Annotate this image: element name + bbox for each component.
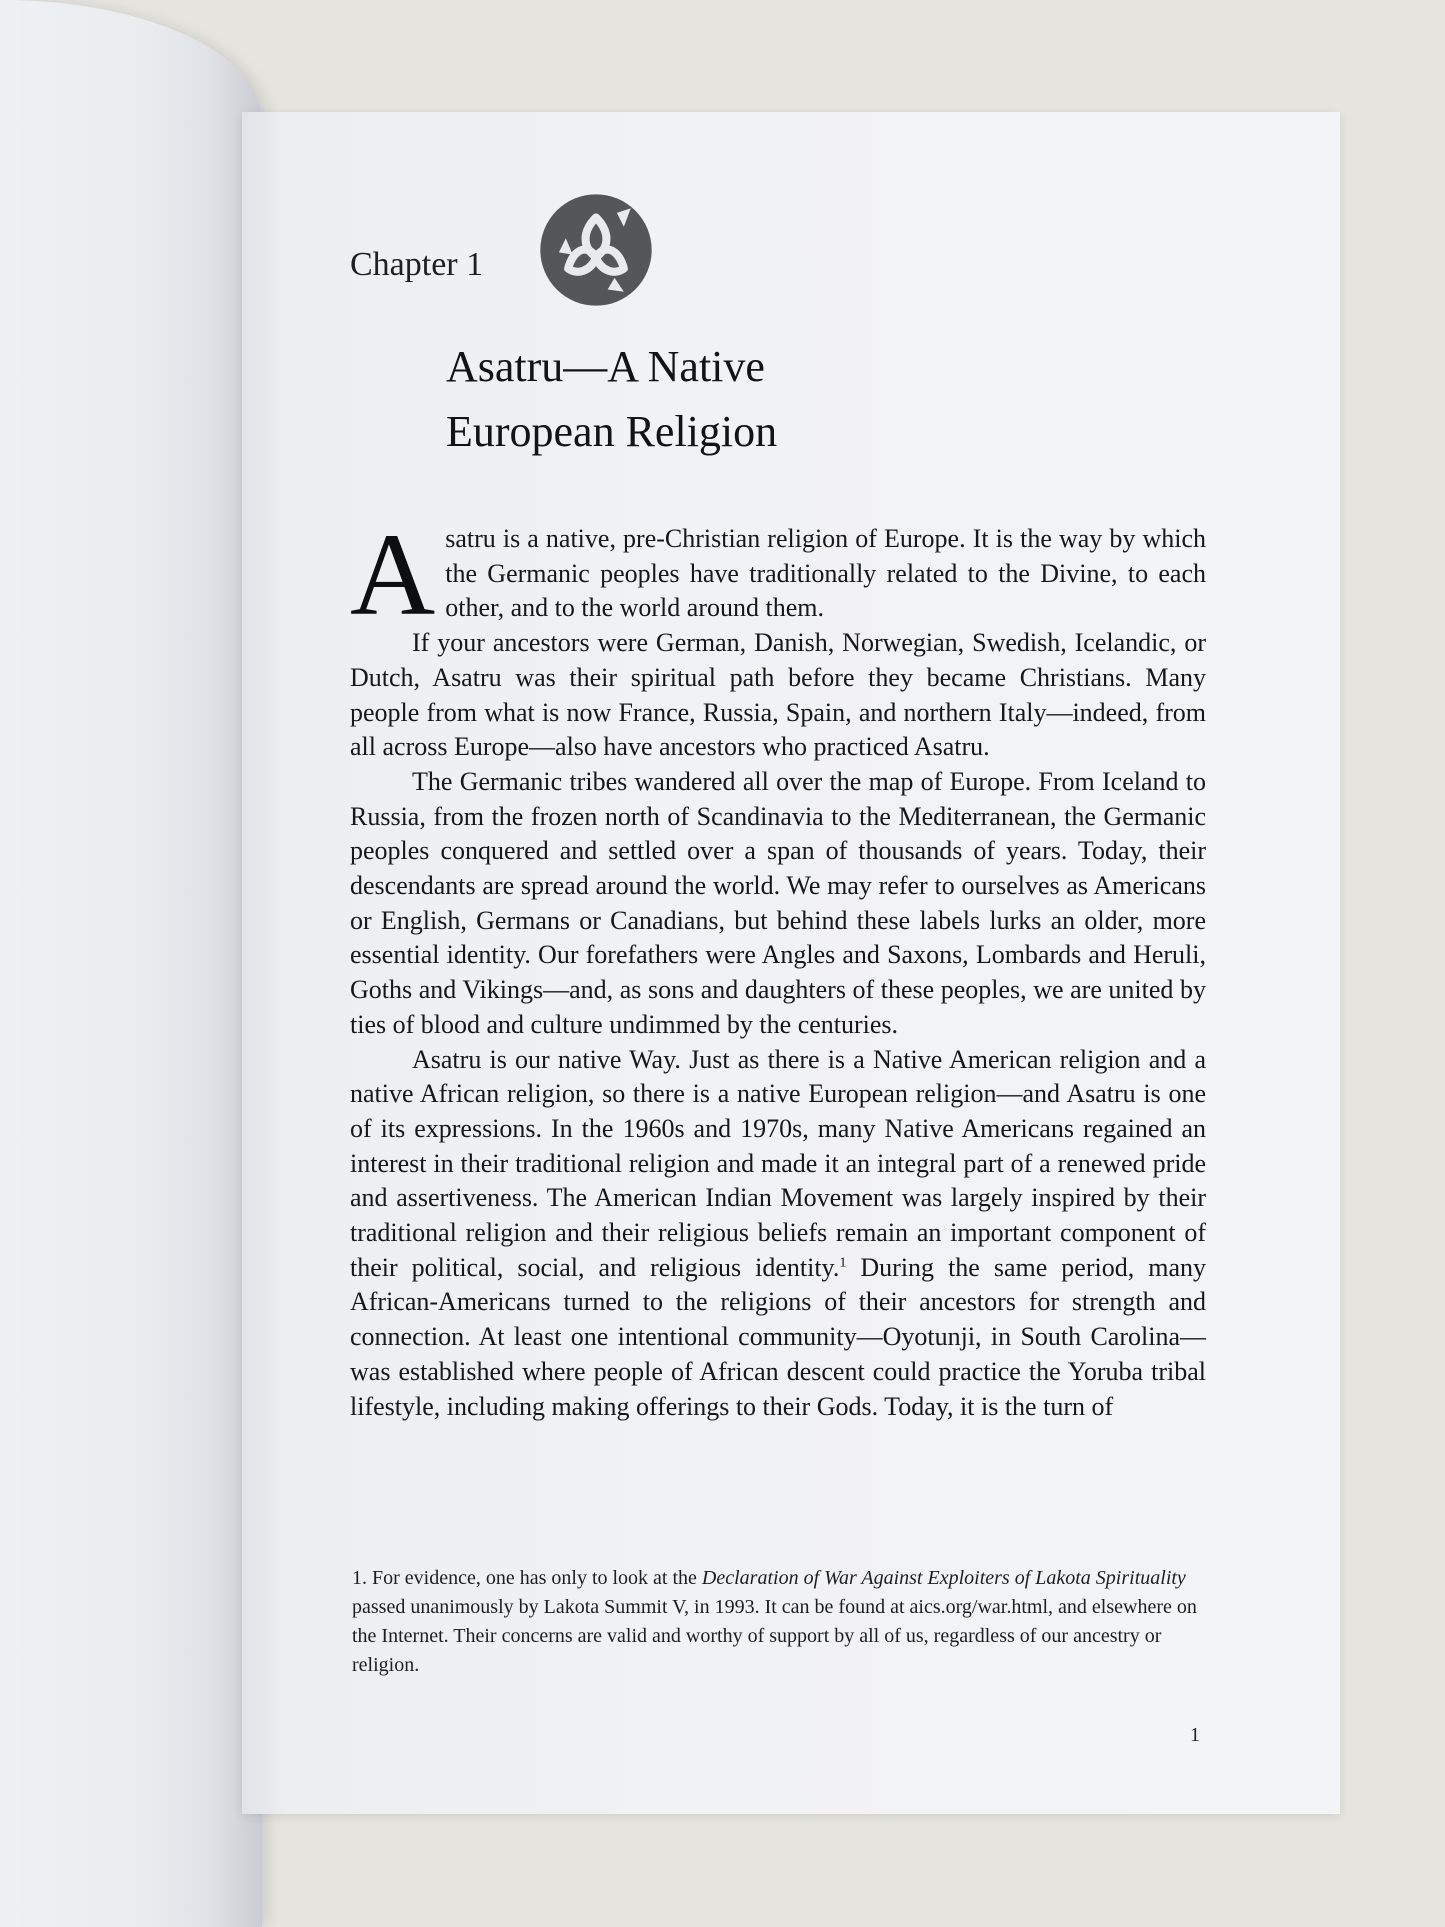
paragraph-1-text: satru is a native, pre-Christian religion of Europe. It is the way by which the Germanic peoples have traditionally related to the Divine, to each other, and to the world around them. bbox=[445, 524, 1206, 623]
paragraph-2: If your ancestors were German, Danish, Norwegian, Swedish, Icelandic, or Dutch, Asatru was their spiritual path before they became Christians. Many people from what is now France, Russia, Spain, and northern Italy—indeed, from all across Europe—also have ancestors who practiced Asatru. bbox=[350, 628, 1206, 762]
footnote bbox=[352, 1564, 1204, 1680]
chapter-title-line1: Asatru—A Native bbox=[446, 342, 765, 391]
paragraph-1 bbox=[350, 509, 1206, 640]
footnote-italic-title: Declaration of War Against Exploiters of Lakota Spirituality bbox=[701, 1567, 1186, 1589]
footnote-reference[interactable]: 1 bbox=[839, 1255, 847, 1271]
facing-page-left bbox=[0, 0, 262, 1927]
footnote-rest: passed unanimously by Lakota Summit V, in 1993. It can be found at aics.org/war.html, and elsewhere on the Internet. Their concerns are valid and worthy of support by all of us, regardless of our ancestry or religion. bbox=[352, 1596, 1197, 1676]
footnote-intro: 1. For evidence, one has only to look at the bbox=[352, 1567, 702, 1589]
paragraph-3: The Germanic tribes wandered all over the map of Europe. From Iceland to Russia, from the frozen north of Scandinavia to the Mediterranean, the Germanic peoples conquered and settled over a span of thousands of years. Today, their descendants are spread around the world. We may refer to ourselves as Americans or English, Germans or Canadians, but behind these labels lurks an older, more essential identity. Our forefathers were Angles and Saxons, Lombards and Heruli, Goths and Vikings—and, as sons and daughters of these peoples, we are united by ties of blood and culture undimmed by the centuries. bbox=[350, 766, 1206, 1039]
triquetra-icon bbox=[538, 192, 654, 308]
paragraph-4-text-a: Asatru is our native Way. Just as there is a Native American religion and a native African religion, so there is a native European religion—and Asatru is one of its expressions. In the 1960s and 1970s, many Native Americans regained an interest in their traditional religion and made it an integral part of a renewed pride and assertiveness. The American Indian Movement was largely inspired by their traditional religion and their religious beliefs remain an important component of their political, social, and religious identity. bbox=[350, 1044, 1206, 1282]
chapter-title bbox=[446, 334, 966, 464]
chapter-body bbox=[350, 509, 1207, 1424]
chapter-label: Chapter 1 bbox=[350, 246, 484, 283]
paragraph-4-text-b: During the same period, many African-Americans turned to the religions of their ancestors for strength and connection. At least one intentional community—Oyotunji, in South Carolina—was established where people of African descent could practice the Yoruba tribal lifestyle, including making offerings to their Gods. Today, it is the turn of bbox=[350, 1252, 1207, 1421]
page-number: 1 bbox=[1190, 1724, 1200, 1746]
drop-cap: A bbox=[350, 509, 436, 640]
book-page bbox=[242, 112, 1340, 1814]
chapter-title-line2: European Religion bbox=[446, 407, 778, 456]
paragraph-4 bbox=[350, 1043, 1206, 1425]
